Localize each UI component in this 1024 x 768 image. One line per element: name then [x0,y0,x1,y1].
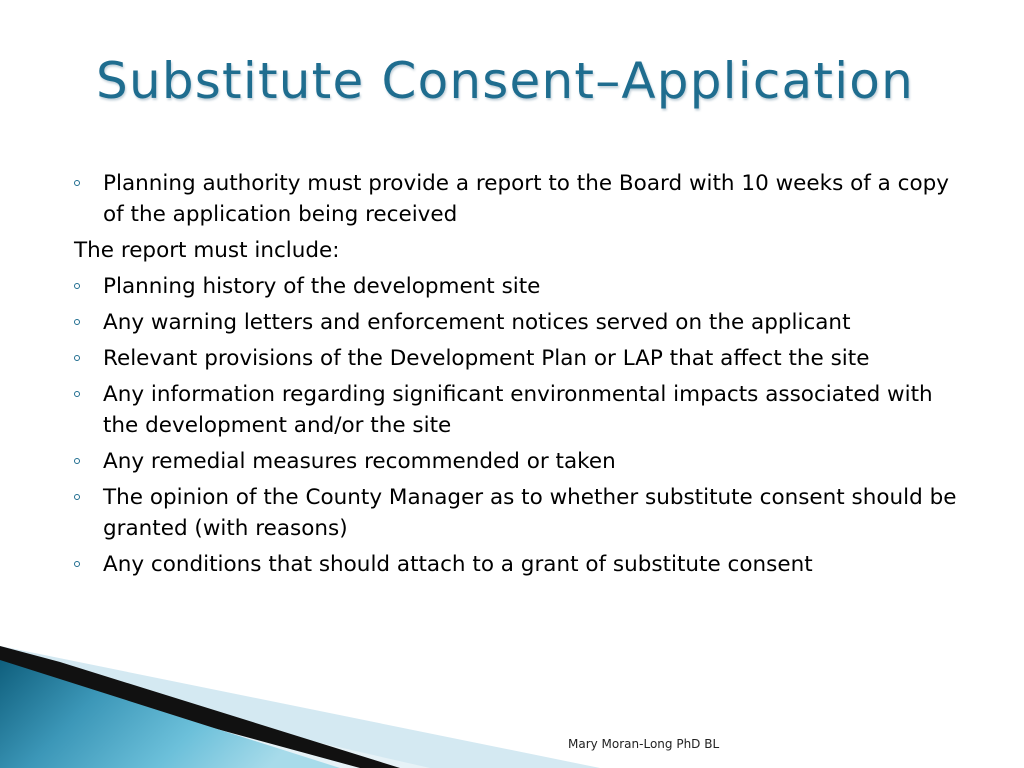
decorative-wave [0,640,1024,768]
list-item [74,482,974,544]
list-item-text: The opinion of the County Manager as to whether substitute consent should be granted (with reasons) [103,485,957,541]
list-item [74,379,974,441]
hollow-circle-bullet-icon [74,494,80,500]
hollow-circle-bullet-icon [74,319,80,325]
list-item [74,307,974,338]
list-item-text: Any conditions that should attach to a grant of substitute consent [103,552,813,577]
hollow-circle-bullet-icon [74,458,80,464]
list-item-text: Any information regarding significant environmental impacts associated with the development and/or the site [103,382,933,438]
list-item [74,343,974,374]
hollow-circle-bullet-icon [74,561,80,567]
hollow-circle-bullet-icon [74,283,80,289]
list-item [74,549,974,580]
slide-body [74,168,974,585]
hollow-circle-bullet-icon [74,355,80,361]
list-item-text: Relevant provisions of the Development Plan or LAP that affect the site [103,346,870,371]
list-intro-text: The report must include: [74,238,340,263]
slide-title: Substitute Consent–Application [96,52,914,110]
list-intro [74,235,974,266]
list-item-text: Planning authority must provide a report to the Board with 10 weeks of a copy of the application being received [103,171,950,227]
list-item-text: Any remedial measures recommended or taken [103,449,616,474]
footer-author: Mary Moran-Long PhD BL [568,737,720,751]
list-item [74,168,974,230]
list-item-text: Any warning letters and enforcement notices served on the applicant [103,310,851,335]
hollow-circle-bullet-icon [74,391,80,397]
list-item-text: Planning history of the development site [103,274,541,299]
list-item [74,446,974,477]
list-item [74,271,974,302]
hollow-circle-bullet-icon [74,180,80,186]
